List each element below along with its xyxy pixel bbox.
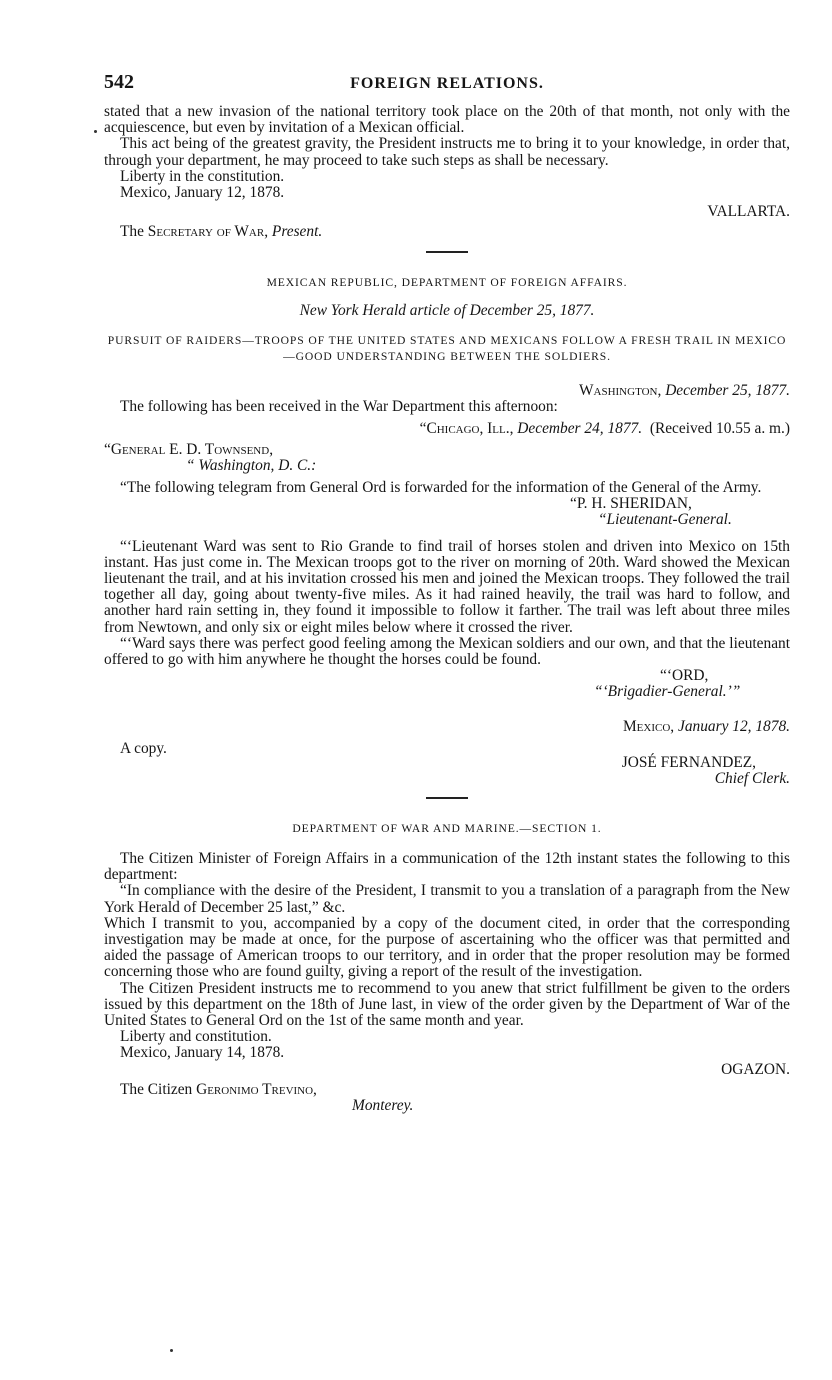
- news-headline: PURSUIT OF RAIDERS—TROOPS OF THE UNITED STATES AND MEXICANS FOLLOW A FRESH TRAIL IN MEXICO—GOOD UNDERSTANDING BETWEEN THE SOLDIERS.: [107, 334, 787, 364]
- ord-name: “‘ORD,: [660, 667, 709, 685]
- running-head: [104, 72, 790, 100]
- sheridan-name: “P. H. SHERIDAN,: [570, 495, 692, 513]
- section-war-and-marine: [104, 821, 790, 1114]
- war-paragraph-1: The Citizen Minister of Foreign Affairs in a communication of the 12th instant states the following to this department:: [104, 849, 790, 884]
- news-dateline: [104, 383, 790, 399]
- war-addressee-location: Monterey.: [352, 1096, 414, 1114]
- page-number: 542: [104, 71, 134, 93]
- war-closing: Liberty and constitution.: [120, 1028, 272, 1046]
- ord-title: “‘Brigadier-General.’”: [594, 683, 741, 701]
- section-mexican-republic: [104, 275, 790, 787]
- war-dateline: Mexico, January 14, 1878.: [120, 1044, 285, 1062]
- letter1-signature: VALLARTA.: [707, 203, 790, 221]
- addressee-prefix: The: [120, 223, 144, 241]
- addressee-title: Secretary of War,: [147, 223, 269, 241]
- section-subheading: New York Herald article of December 25, 1877.: [299, 301, 595, 319]
- letter1-closing: Liberty in the constitution.: [120, 167, 285, 185]
- fernandez-name: JOSÉ FERNANDEZ,: [621, 753, 756, 771]
- running-title: FOREIGN RELATIONS.: [350, 75, 544, 92]
- telegram-recipient-location: “ Washington, D. C.:: [186, 456, 317, 474]
- document-page: [104, 72, 790, 1114]
- addressee-name: Geronimo Trevino,: [196, 1080, 317, 1098]
- copy-label: A copy.: [120, 739, 167, 757]
- telegram-recipient: “General E. D. Townsend,: [104, 440, 274, 458]
- news-intro: The following has been received in the War Department this afternoon:: [120, 398, 558, 416]
- telegram-place: “Chicago, Ill.,: [419, 420, 514, 438]
- war-addressee: [104, 1082, 790, 1098]
- letter1-dateline: Mexico, January 12, 1878.: [120, 184, 285, 202]
- mexico-dateline: [623, 719, 790, 735]
- copy-attestation: [104, 717, 790, 787]
- war-paragraph-4: The Citizen President instructs me to recommend to you anew that strict fulfillment be given to the orders issued by this department on the 18th of June last, in view of the order given by the Department of War of the United States to General Ord on the 1st of the same month and year.: [104, 979, 790, 1029]
- ord-paragraph-1: “‘Lieutenant Ward was sent to Rio Grande to find trail of horses stolen and driven into Mexico on 15th instant. Has just come in. The Mexican troops got to the river on morning of 20th. Ward showed the Mexican lieutenant the trail, and at his invitation crossed his men and joined the Mexican troops. They followed the trail together all day, going about twenty-five miles. As it had rained heavily, the trail was hard to follow, and another hard rain setting in, they found it impossible to follow it farther. The trail was left about three miles from Newtown, and only six or eight miles below where it crossed the river.: [104, 537, 790, 636]
- addressee-prefix: The Citizen: [120, 1080, 193, 1098]
- dateline-place: Washington,: [578, 382, 662, 400]
- letter-vallarta: [104, 104, 790, 241]
- margin-mark: [94, 130, 97, 133]
- war-signature: OGAZON.: [721, 1060, 790, 1078]
- addressee-location: Present.: [271, 223, 323, 241]
- section-heading: DEPARTMENT OF WAR AND MARINE.—SECTION 1.: [292, 821, 602, 835]
- sheridan-title: “Lieutenant-General.: [598, 511, 732, 529]
- forward-paragraph: “The following telegram from General Ord is forwarded for the information of the General of the Army.: [120, 479, 762, 497]
- margin-mark: [170, 1349, 173, 1352]
- telegram-date: December 24, 1877.: [517, 420, 643, 438]
- war-paragraph-2: “In compliance with the desire of the President, I transmit to you a translation of a paragraph from the New York Herald of December 25 last,” &c.: [104, 882, 790, 916]
- ord-paragraph-2: “‘Ward says there was perfect good feeling among the Mexican soldiers and our own, and that the lieutenant offered to go with him anywhere he thought the horses could be found.: [104, 634, 790, 669]
- war-paragraph-3: Which I transmit to you, accompanied by a copy of the document cited, in order that the corresponding investigation may be made at once, for the purpose of ascertaining who the officer was that permitted and aided the passage of American troops to our territory, and in order that the proper resolution may be formed concerning those who are found guilty, giving a report of the result of the investigation.: [104, 914, 790, 981]
- mexico-date: January 12, 1878.: [678, 717, 790, 735]
- telegram-header: [104, 421, 790, 437]
- dateline-date: December 25, 1877.: [665, 382, 790, 400]
- letter1-paragraph-2: This act being of the greatest gravity, the President instructs me to bring it to your knowledge, in order that, through your department, he may proceed to take such steps as shall be necessary.: [104, 135, 790, 169]
- fernandez-title: Chief Clerk.: [714, 769, 790, 787]
- mexico-place: Mexico,: [623, 717, 675, 735]
- letter1-addressee: [104, 224, 790, 240]
- section-heading: MEXICAN REPUBLIC, DEPARTMENT OF FOREIGN AFFAIRS.: [266, 275, 628, 289]
- telegram-received: (Received 10.55 a. m.): [649, 420, 790, 438]
- letter1-paragraph-1: stated that a new invasion of the national territory took place on the 20th of that month, not only with the acquiescence, but even by invitation of a Mexican official.: [104, 103, 790, 137]
